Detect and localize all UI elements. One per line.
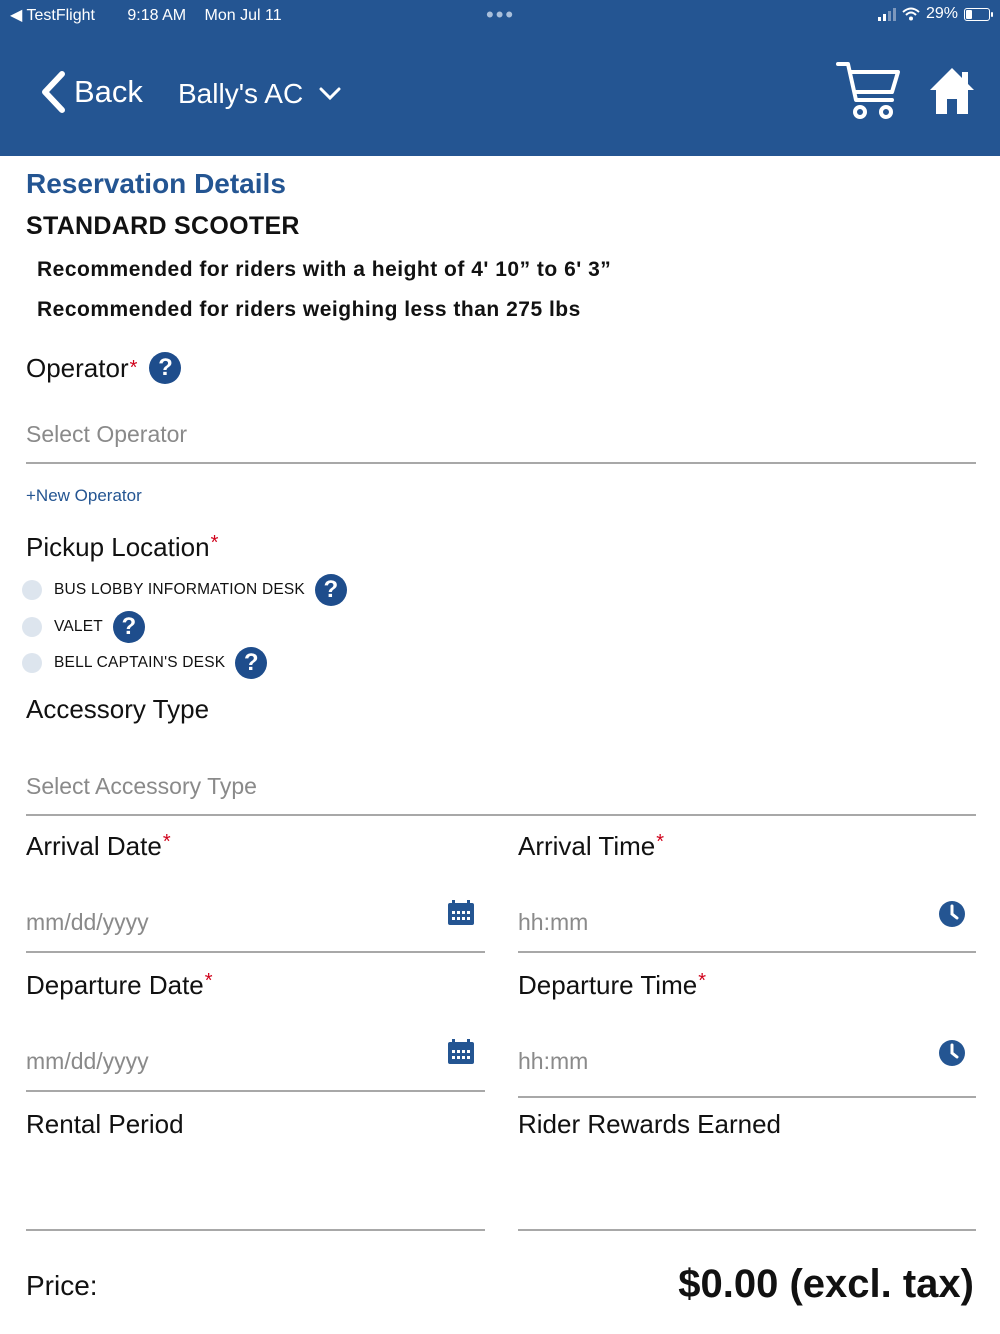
pickup-option-label: BELL CAPTAIN'S DESK xyxy=(54,654,226,671)
operator-underline xyxy=(26,462,976,464)
chevron-down-icon xyxy=(319,87,341,101)
pickup-label-row xyxy=(26,532,218,563)
pickup-option-bus-lobby[interactable] xyxy=(22,574,347,606)
arrival-time-label-row xyxy=(518,831,664,862)
venue-name: Bally's AC xyxy=(178,78,304,109)
height-recommendation: Recommended for riders with a height of 4' 10” to 6' 3” xyxy=(37,258,612,281)
price-label: Price: xyxy=(26,1270,98,1301)
rental-period-label: Rental Period xyxy=(26,1109,184,1139)
arrival-date-label-row xyxy=(26,831,171,862)
departure-date-input[interactable]: mm/dd/yyyy xyxy=(26,1048,149,1074)
bus-lobby-help-icon[interactable]: ? xyxy=(315,574,347,606)
product-name: STANDARD SCOOTER xyxy=(26,212,300,240)
required-mark: * xyxy=(656,831,665,853)
calendar-icon[interactable] xyxy=(447,1039,475,1065)
valet-help-icon[interactable]: ? xyxy=(113,611,145,643)
multitasking-dots-icon[interactable]: ••• xyxy=(486,2,516,27)
pickup-option-label: BUS LOBBY INFORMATION DESK xyxy=(54,581,305,598)
radio-button[interactable] xyxy=(22,617,42,637)
status-bar xyxy=(0,0,1000,30)
status-left xyxy=(10,5,296,25)
weight-recommendation: Recommended for riders weighing less than 275 lbs xyxy=(37,298,581,321)
home-icon[interactable] xyxy=(928,66,976,116)
pickup-option-label: VALET xyxy=(54,618,103,635)
accessory-select[interactable]: Select Accessory Type xyxy=(26,773,257,799)
departure-date-underline xyxy=(26,1090,485,1092)
status-time: 9:18 AM xyxy=(127,7,187,24)
departure-time-label: Departure Time xyxy=(518,970,698,1000)
bell-captain-help-icon[interactable]: ? xyxy=(235,647,267,679)
back-chevron-icon xyxy=(38,70,68,114)
departure-time-underline xyxy=(518,1096,976,1098)
required-mark: * xyxy=(698,970,706,992)
venue-selector[interactable] xyxy=(178,74,341,114)
signal-icon xyxy=(878,8,896,21)
section-title: Reservation Details xyxy=(26,168,286,199)
departure-time-input[interactable]: hh:mm xyxy=(518,1048,589,1074)
departure-date-label-row xyxy=(26,970,213,1001)
clock-icon[interactable] xyxy=(938,900,966,928)
status-date: Mon Jul 11 xyxy=(204,7,282,24)
operator-label-row xyxy=(26,352,181,384)
clock-icon[interactable] xyxy=(938,1039,966,1067)
back-label: Back xyxy=(74,74,143,109)
required-mark: * xyxy=(162,831,171,853)
status-app-name: TestFlight xyxy=(26,7,95,24)
required-mark: * xyxy=(204,970,213,992)
arrival-time-label: Arrival Time xyxy=(518,831,656,861)
wifi-icon xyxy=(902,7,920,21)
cart-icon[interactable] xyxy=(836,60,900,122)
operator-help-icon[interactable]: ? xyxy=(149,352,181,384)
arrival-time-input[interactable]: hh:mm xyxy=(518,909,589,935)
accessory-label: Accessory Type xyxy=(26,694,210,724)
rental-period-underline xyxy=(26,1229,485,1231)
pickup-option-valet[interactable] xyxy=(22,611,145,643)
price-value: $0.00 (excl. tax) xyxy=(678,1262,974,1306)
back-button[interactable] xyxy=(38,68,143,116)
battery-icon xyxy=(964,8,990,21)
radio-button[interactable] xyxy=(22,653,42,673)
required-mark: * xyxy=(129,356,138,379)
rider-rewards-label: Rider Rewards Earned xyxy=(518,1109,782,1139)
back-to-app-link[interactable]: ◀ TestFlight xyxy=(10,7,95,24)
departure-time-label-row xyxy=(518,970,706,1001)
accessory-underline xyxy=(26,814,976,816)
operator-label: Operator xyxy=(26,352,129,383)
new-operator-link[interactable]: +New Operator xyxy=(26,486,142,505)
radio-button[interactable] xyxy=(22,580,42,600)
battery-percent: 29% xyxy=(925,5,958,22)
required-mark: * xyxy=(210,532,219,554)
rider-rewards-underline xyxy=(518,1229,976,1231)
calendar-icon[interactable] xyxy=(447,900,475,926)
status-right xyxy=(878,5,990,23)
arrival-time-underline xyxy=(518,951,976,953)
arrival-date-input[interactable]: mm/dd/yyyy xyxy=(26,909,149,935)
operator-select[interactable]: Select Operator xyxy=(26,421,188,447)
arrival-date-underline xyxy=(26,951,485,953)
pickup-label: Pickup Location xyxy=(26,532,210,562)
departure-date-label: Departure Date xyxy=(26,970,204,1000)
arrival-date-label: Arrival Date xyxy=(26,831,162,861)
app-header xyxy=(0,0,1000,156)
pickup-option-bell-captain[interactable] xyxy=(22,647,267,679)
